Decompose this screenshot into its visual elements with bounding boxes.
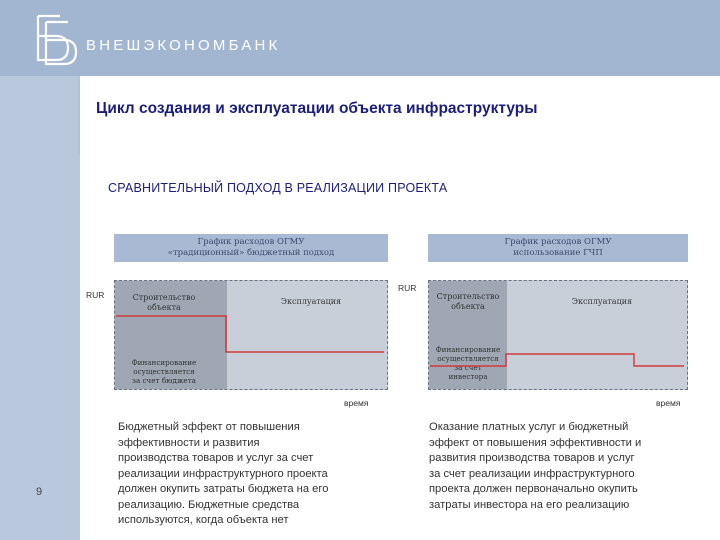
page-number: 9: [36, 486, 43, 498]
right-financing-line3: за счет: [454, 363, 482, 372]
left-chart-header-line1: График расходов ОГМУ: [197, 237, 305, 247]
right-note-line: эффект от повышения эффективности и: [429, 436, 642, 449]
right-financing-line4: инвестора: [448, 372, 488, 381]
left-phase1-line1: Строительство: [132, 293, 196, 302]
left-financing-line1: Финансирование: [131, 358, 197, 367]
left-note-line: реализации инфраструктурного проекта: [118, 467, 328, 480]
right-note-line: за счет реализации инфраструктурного: [429, 467, 635, 480]
right-financing-line1: Финансирование: [435, 345, 501, 354]
page-title: Цикл создания и эксплуатации объекта инфраструктуры: [96, 100, 538, 117]
right-chart-header-line2: использование ГЧП: [513, 248, 603, 258]
left-phase2-label: Эксплуатация: [280, 297, 342, 306]
right-x-label: время: [656, 398, 681, 408]
left-spending-line: [116, 316, 384, 352]
left-note-line: должен окупить затраты бюджета на его: [118, 483, 329, 495]
right-note: [429, 420, 714, 513]
right-note-line: Оказание платных услуг и бюджетный: [429, 421, 629, 433]
left-phase1-line2: объекта: [147, 303, 181, 312]
right-chart-header-line1: График расходов ОГМУ: [504, 237, 612, 247]
left-note-line: используются, когда объекта нет: [118, 514, 289, 526]
right-phase2-label: Эксплуатация: [571, 297, 633, 306]
section-subtitle: СРАВНИТЕЛЬНЫЙ ПОДХОД В РЕАЛИЗАЦИИ ПРОЕКТА: [108, 181, 448, 195]
left-note-line: реализацию. Бюджетные средства: [118, 498, 300, 511]
left-chart-header-line2: «традиционный» бюджетный подход: [167, 248, 335, 258]
right-spending-line: [430, 354, 684, 366]
right-phase1-line1: Строительство: [436, 292, 500, 301]
left-financing-line2: осуществляется: [133, 367, 195, 376]
right-note-line: проекта должен первоначально окупить: [429, 483, 638, 495]
right-note-line: развития производства товаров и услуг: [429, 452, 635, 464]
left-x-label: время: [344, 398, 369, 408]
left-note-line: производства товаров и услуг за счет: [118, 452, 314, 464]
brand-name: ВНЕШЭКОНОМБАНК: [86, 37, 281, 54]
right-phase1-line2: объекта: [451, 302, 485, 311]
left-note-line: эффективности и развития: [118, 436, 260, 449]
right-note-line: затраты инвестора на его реализацию: [429, 498, 630, 511]
right-financing-line2: осуществляется: [437, 354, 499, 363]
left-note: [118, 420, 408, 529]
left-financing-line3: за счет бюджета: [132, 376, 196, 385]
right-y-label: RUR: [398, 283, 417, 293]
left-note-line: Бюджетный эффект от повышения: [118, 421, 300, 433]
left-y-label: RUR: [86, 290, 105, 300]
